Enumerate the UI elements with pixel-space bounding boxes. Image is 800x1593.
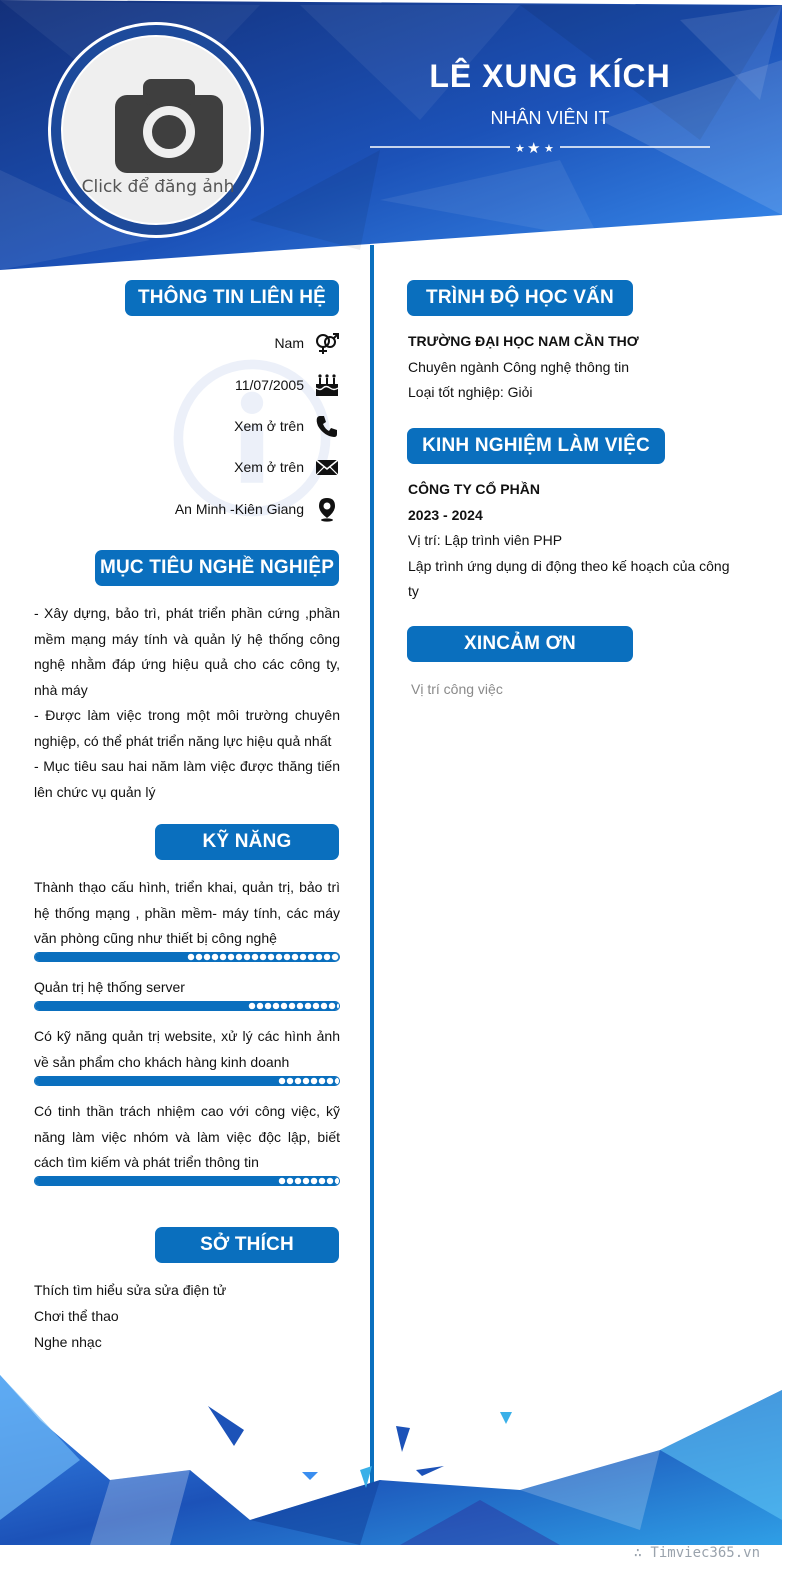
work-position: Vị trí: Lập trình viên PHP: [408, 532, 563, 548]
camera-icon: [113, 75, 225, 175]
svg-text:★: ★: [515, 142, 525, 154]
work-description: Lập trình ứng dụng di động theo kế hoạch của công ty: [408, 557, 730, 599]
skill-level-bar: [34, 1001, 340, 1011]
contact-gender: [274, 328, 340, 358]
section-title-objective: MỤC TIÊU NGHỀ NGHIỆP: [95, 550, 339, 586]
stars-divider: [370, 140, 730, 154]
education-details: [408, 329, 738, 406]
brand-watermark: ∴ Timviec365.vn: [633, 1545, 760, 1561]
major: Chuyên ngành Công nghệ thông tin: [408, 358, 630, 375]
phone-icon: [314, 413, 340, 439]
job-position-placeholder[interactable]: Vị trí công việc: [411, 681, 503, 697]
school-name: TRƯỜNG ĐẠI HỌC NAM CẦN THƠ: [408, 333, 639, 349]
objective-text: [34, 601, 340, 805]
svg-text:★: ★: [544, 142, 554, 154]
hobby-item: Nghe nhạc: [34, 1334, 102, 1350]
section-title-hobbies: SỞ THÍCH: [155, 1227, 339, 1263]
candidate-name: LÊ XUNG KÍCH: [429, 58, 671, 94]
skill-name: Có tinh thần trách nhiệm cao với công việc, kỹ năng làm việc nhóm và làm việc độc lập, biết cách tìm kiếm và phát triển thông tin: [34, 1103, 340, 1170]
column-divider: [370, 245, 374, 1505]
contact-email: [234, 452, 340, 482]
contact-address: [175, 494, 340, 524]
skill-name: Thành thạo cấu hình, triển khai, quản trị, bảo trì hệ thống mạng , phần mềm- máy tính, các máy văn phòng cũng như thiết bị công nghệ: [34, 879, 340, 946]
section-title-education: TRÌNH ĐỘ HỌC VẤN: [407, 280, 633, 316]
section-title-skills: KỸ NĂNG: [155, 824, 339, 860]
contact-phone: [234, 411, 340, 441]
footer-decoration: [0, 1370, 800, 1545]
contact-birthday: [235, 370, 340, 400]
objective-line: - Được làm việc trong một môi trường chuyên nghiệp, có thể phát triển năng lực hiệu quả nhất: [34, 707, 340, 749]
address-value: An Minh -Kiên Giang: [174, 501, 304, 517]
gender-icon: [314, 330, 340, 356]
hobby-item: Chơi thể thao: [34, 1308, 119, 1324]
experience-details: [408, 477, 738, 605]
section-title-thanks: XINCẢM ƠN: [407, 626, 633, 662]
skill-level-bar: [34, 952, 340, 962]
skill-level-bar: [34, 1076, 340, 1086]
birthday-cake-icon: [314, 372, 340, 398]
candidate-job-title: NHÂN VIÊN IT: [490, 108, 610, 128]
skill-name: Quản trị hệ thống server: [34, 979, 185, 995]
objective-line: - Xây dựng, bảo trì, phát triển phần cứng ,phần mềm mạng máy tính và quản lý hệ thống công nghệ nhằm đáp ứng hiệu quả cho các công ty, nhà máy: [34, 605, 340, 698]
envelope-icon: [314, 454, 340, 480]
avatar-upload-label[interactable]: Click để đăng ảnh: [81, 177, 235, 197]
svg-text:★: ★: [527, 140, 541, 154]
company-name: CÔNG TY CỔ PHẦN: [408, 481, 540, 497]
skill-name: Có kỹ năng quản trị website, xử lý các hình ảnh về sản phẩm cho khách hàng kinh doanh: [34, 1028, 340, 1070]
email-value: Xem ở trên: [234, 459, 304, 475]
graduation-grade: Loại tốt nghiệp: Giỏi: [408, 384, 533, 400]
work-period: 2023 - 2024: [408, 506, 483, 523]
avatar-frame[interactable]: [48, 22, 264, 238]
section-title-experience: KINH NGHIỆM LÀM VIỆC: [407, 428, 665, 464]
section-title-contact: THÔNG TIN LIÊN HỆ: [125, 280, 339, 316]
birthday-value: 11/07/2005: [234, 377, 304, 393]
hobby-item: Thích tìm hiểu sửa sửa điện tử: [34, 1282, 227, 1298]
objective-line: - Mục tiêu sau hai năm làm việc được thăng tiến lên chức vụ quản lý: [34, 758, 340, 800]
location-pin-icon: [314, 496, 340, 522]
skill-level-bar: [34, 1176, 340, 1186]
phone-value: Xem ở trên: [234, 418, 304, 434]
gender-value: Nam: [274, 335, 304, 351]
avatar-upload[interactable]: [61, 35, 251, 225]
